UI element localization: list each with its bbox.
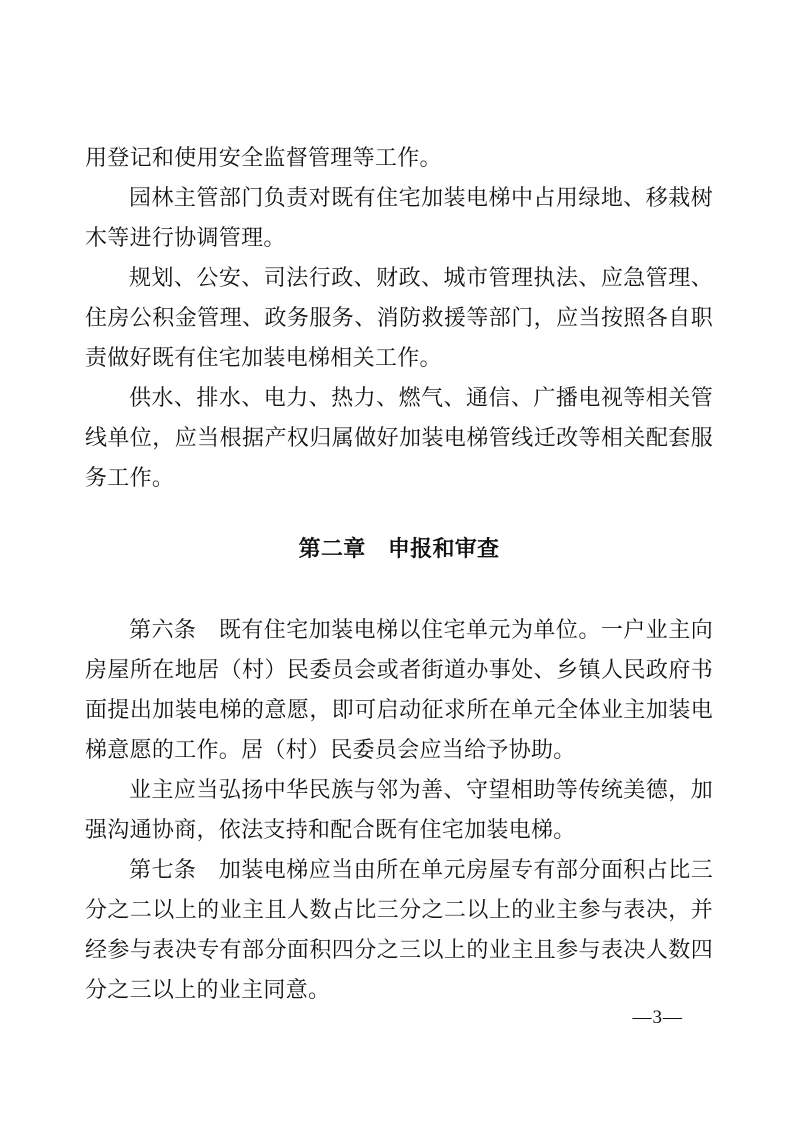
paragraph-continuation: 用登记和使用安全监督管理等工作。 [85,145,442,170]
paragraph-article-7: 第七条 加装电梯应当由所在单元房屋专有部分面积占比三分之二以上的业主且人数占比三分之二以上的业主参与表决，并经参与表决专有部分面积四分之三以上的业主且参与表决人数四分之三以上的业主同意。 [85,857,713,1002]
page-number: —3— [632,1007,683,1028]
paragraph-article-6: 第六条 既有住宅加装电梯以住宅单元为单位。一户业主向房屋所在地居（村）民委员会或者街道办事处、乡镇人民政府书面提出加装电梯的意愿，即可启动征求所在单元全体业主加装电梯意愿的工作。居（村）民委员会应当给予协助。 [85,617,713,762]
paragraph-utility-units: 供水、排水、电力、热力、燃气、通信、广播电视等相关管线单位，应当根据产权归属做好加装电梯管线迁改等相关配套服务工作。 [85,385,713,490]
paragraph-other-depts: 规划、公安、司法行政、财政、城市管理执法、应急管理、住房公积金管理、政务服务、消防救援等部门，应当按照各自职责做好既有住宅加装电梯相关工作。 [85,265,713,370]
paragraph-owners-virtue: 业主应当弘扬中华民族与邻为善、守望相助等传统美德，加强沟通协商，依法支持和配合既有住宅加装电梯。 [85,777,713,842]
paragraph-garden-dept: 园林主管部门负责对既有住宅加装电梯中占用绿地、移栽树木等进行协调管理。 [85,185,713,250]
chapter-heading: 第二章 申报和审查 [298,536,500,561]
document-body [85,138,713,1010]
